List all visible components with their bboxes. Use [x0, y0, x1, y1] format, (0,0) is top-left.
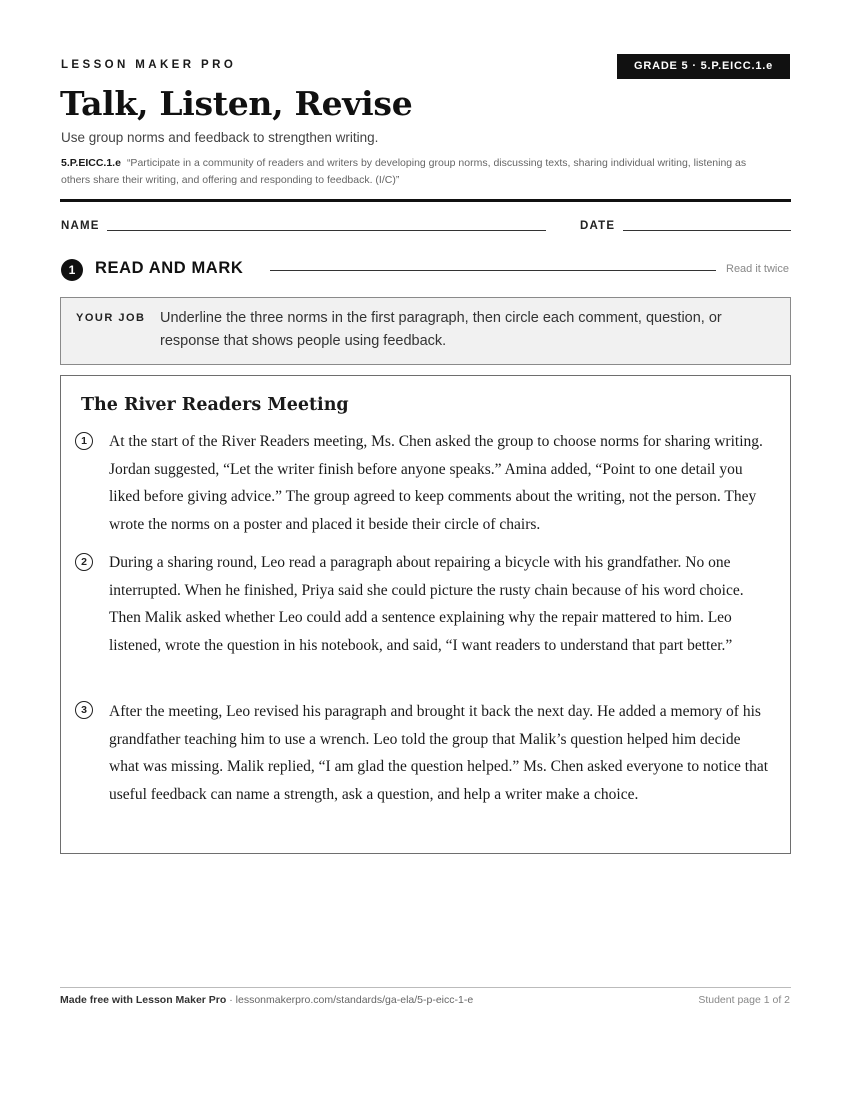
name-field[interactable]: [107, 230, 546, 231]
date-label: DATE: [580, 220, 616, 232]
page-title: Talk, Listen, Revise: [60, 84, 413, 123]
page-subtitle: Use group norms and feedback to strengthen writing.: [61, 130, 379, 145]
brand-name: LESSON MAKER PRO: [61, 59, 237, 71]
section-note: Read it twice: [726, 263, 789, 275]
paragraph-number-3: 3: [75, 701, 93, 719]
footer-separator: ·: [226, 994, 236, 1006]
instructions-text: Underline the three norms in the first paragraph, then circle each comment, question, or response that shows people using feedback.: [160, 310, 722, 349]
date-field[interactable]: [623, 230, 791, 231]
paragraph-number-1: 1: [75, 432, 93, 450]
paragraph-number-2: 2: [75, 553, 93, 571]
section-number-badge: 1: [61, 259, 83, 281]
instructions-label: YOUR JOB: [76, 312, 146, 324]
footer-made-with: Made free with Lesson Maker Pro: [60, 994, 227, 1006]
name-label: NAME: [61, 220, 100, 232]
footer-divider: [60, 987, 791, 988]
footer-credit: [60, 994, 473, 1006]
paragraph-1[interactable]: At the start of the River Readers meeting, Ms. Chen asked the group to choose norms for sharing writing. Jordan suggested, “Let the writer finish before anyone speaks.” Amina added, “Point to one detail you liked before giving advice.” The group agreed to keep comments about the writing, not the person. They wrote the norms on a poster and placed it beside their circle of chairs.: [109, 433, 763, 534]
standard-code: 5.P.EICC.1.e: [61, 157, 121, 169]
page-number: Student page 1 of 2: [698, 994, 790, 1006]
section-divider: [270, 270, 716, 271]
paragraph-2[interactable]: During a sharing round, Leo read a paragraph about repairing a bicycle with his grandfather. No one interrupted. When he finished, Priya said she could picture the rusty chain because of his word choice. Then Malik asked whether Leo could add a sentence explaining why the repair mattered to him. Leo listened, wrote the question in his notebook, and said, “I want readers to understand that part better.”: [109, 554, 744, 655]
footer-url[interactable]: lessonmakerpro.com/standards/ga-ela/5-p-eicc-1-e: [235, 994, 474, 1006]
instructions-box: [60, 297, 791, 365]
grade-badge: GRADE 5 · 5.P.EICC.1.e: [617, 54, 790, 79]
paragraph-3[interactable]: After the meeting, Leo revised his paragraph and brought it back the next day. He added a memory of his grandfather teaching him to use a wrench. Leo told the group that Malik’s question helped him decide what was missing. Malik replied, “I am glad the question helped.” Ms. Chen asked everyone to notice that useful feedback can name a strength, ask a question, and help a writer make a choice.: [109, 703, 769, 804]
reading-passage: [60, 375, 791, 854]
standard-text: “Participate in a community of readers and writers by developing group norms, discussing texts, sharing individual writing, listening as others share their writing, and offering and responding to feedback. (I/C)”: [61, 157, 747, 186]
passage-title: The River Readers Meeting: [81, 395, 349, 415]
section-title: READ AND MARK: [95, 259, 244, 277]
standard-description: [61, 155, 761, 189]
header-divider: [60, 199, 791, 202]
